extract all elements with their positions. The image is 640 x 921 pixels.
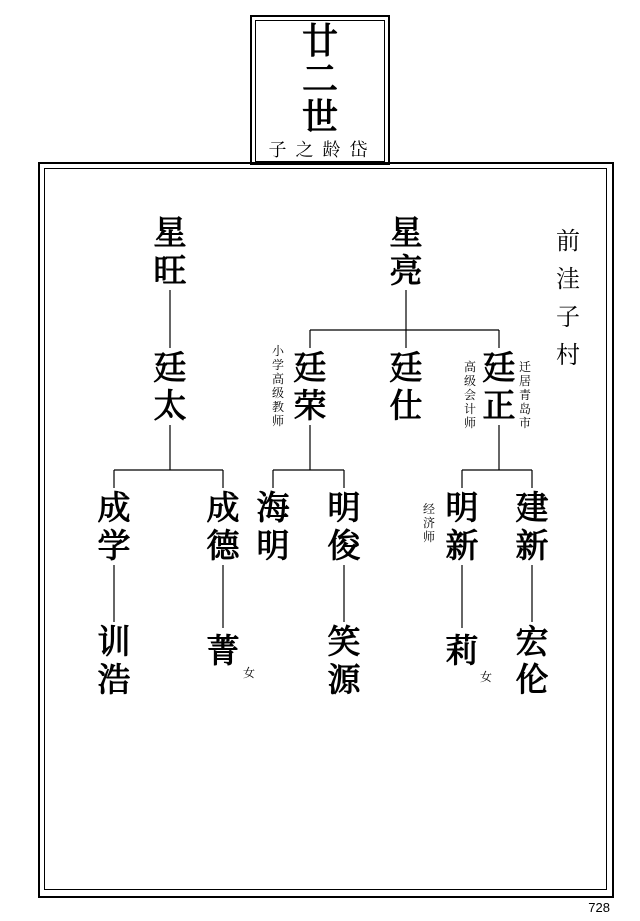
- female-marker-li: 女: [480, 670, 493, 684]
- person-jing: 菁: [206, 631, 240, 670]
- person-mingxin: 明 新: [445, 488, 479, 565]
- person-chengde: 成 德: [206, 488, 240, 565]
- person-xunhao: 训 浩: [97, 622, 131, 699]
- person-tingshi: 廷 仕: [389, 348, 423, 425]
- person-honglun: 宏 伦: [515, 622, 549, 699]
- village-label: 前 洼 子 村: [556, 227, 580, 369]
- generation-subtitle: 子之龄岱: [268, 140, 377, 161]
- person-xingliang: 星 亮: [389, 213, 423, 290]
- person-haiming: 海 明: [256, 488, 290, 565]
- generation-title: 廿 二 世: [301, 20, 338, 138]
- note-tingzheng-residence: 迁 居 青 岛 市: [518, 360, 531, 430]
- person-tingrong: 廷 荣: [293, 348, 327, 425]
- female-marker-jing: 女: [243, 666, 256, 680]
- person-tingtai: 廷 太: [153, 348, 187, 425]
- note-tingzheng-job: 高 级 会 计 师: [463, 360, 476, 430]
- note-mingxin: 经 济 师: [422, 502, 435, 544]
- person-li: 莉: [445, 631, 479, 670]
- person-chengxue: 成 学: [97, 488, 131, 565]
- person-tingzheng: 廷 正: [482, 348, 516, 425]
- note-tingrong: 小 学 高 级 教 师: [271, 344, 284, 428]
- person-xiaoyuan: 笑 源: [327, 622, 361, 699]
- person-xingwang: 星 旺: [153, 213, 187, 290]
- person-mingjun: 明 俊: [327, 488, 361, 565]
- page-number: 728: [588, 900, 610, 915]
- person-jianxin: 建 新: [515, 488, 549, 565]
